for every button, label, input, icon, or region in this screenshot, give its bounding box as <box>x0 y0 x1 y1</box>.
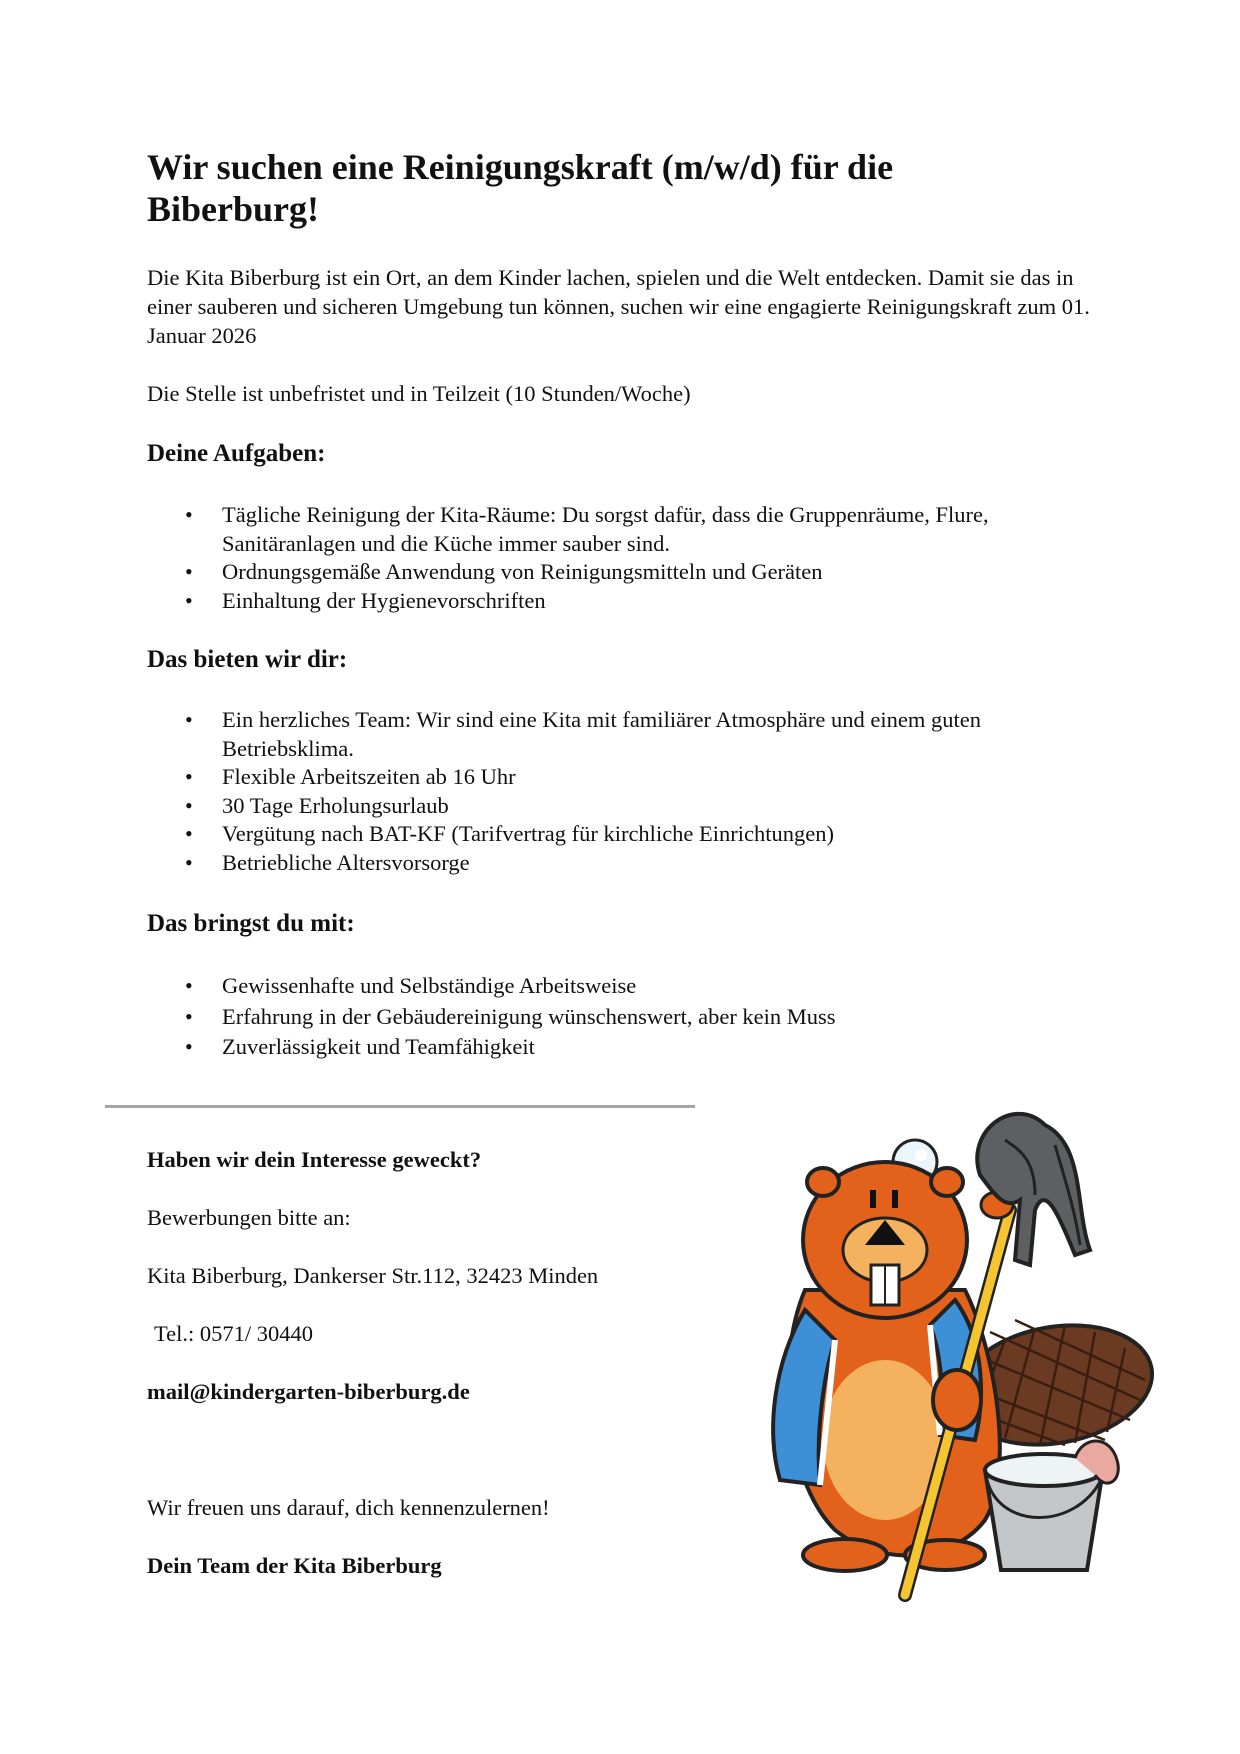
list-item: • Betriebliche Altersvorsorge <box>147 849 1107 878</box>
address: Kita Biberburg, Dankerser Str.112, 32423 Minden <box>147 1263 599 1288</box>
tasks-heading: Deine Aufgaben: <box>147 440 326 467</box>
list-item: • Ein herzliches Team: Wir sind eine Kita mit familiärer Atmosphäre und einem guten Betriebsklima. <box>147 706 1107 763</box>
list-item: • 30 Tage Erholungsurlaub <box>147 792 1107 821</box>
apply-to-label: Bewerbungen bitte an: <box>147 1205 351 1230</box>
list-item: • Vergütung nach BAT-KF (Tarifvertrag für kirchliche Einrichtungen) <box>147 820 1107 849</box>
list-item: • Zuverlässigkeit und Teamfähigkeit <box>147 1033 1107 1062</box>
closing-line: Wir freuen uns darauf, dich kennenzulernen! <box>147 1495 550 1520</box>
page-title: Wir suchen eine Reinigungskraft (m/w/d) für die Biberburg! <box>147 147 894 229</box>
intro-paragraph: Die Kita Biberburg ist ein Ort, an dem Kinder lachen, spielen und die Welt entdecken. Damit sie das in einer sauberen und sicheren Umgebung tun können, suchen wir eine engagierte Reinigungskraft zum 01. Januar 2026 <box>147 265 1090 348</box>
signature: Dein Team der Kita Biberburg <box>147 1553 442 1578</box>
interest-question: Haben wir dein Interesse geweckt? <box>147 1147 482 1172</box>
requirements-list <box>147 972 1107 1062</box>
section-divider <box>105 1105 695 1108</box>
tasks-list <box>147 501 1107 615</box>
email-address[interactable]: mail@kindergarten-biberburg.de <box>147 1379 470 1404</box>
list-item: • Gewissenhafte und Selbständige Arbeitsweise <box>147 972 1107 1001</box>
requirements-heading: Das bringst du mit: <box>147 910 355 937</box>
phone-number: Tel.: 0571/ 30440 <box>154 1321 314 1346</box>
list-item: • Flexible Arbeitszeiten ab 16 Uhr <box>147 763 1107 792</box>
offers-list <box>147 706 1107 877</box>
beaver-cleaner-illustration <box>735 1100 1155 1620</box>
list-item: • Erfahrung in der Gebäudereinigung wünschenswert, aber kein Muss <box>147 1003 1107 1032</box>
list-item: • Tägliche Reinigung der Kita-Räume: Du sorgst dafür, dass die Gruppenräume, Flure, Sanitäranlagen und die Küche immer sauber sind. <box>147 501 1107 558</box>
position-details: Die Stelle ist unbefristet und in Teilzeit (10 Stunden/Woche) <box>147 381 691 406</box>
list-item: • Einhaltung der Hygienevorschriften <box>147 587 1107 616</box>
list-item: • Ordnungsgemäße Anwendung von Reinigungsmitteln und Geräten <box>147 558 1107 587</box>
offers-heading: Das bieten wir dir: <box>147 646 348 673</box>
